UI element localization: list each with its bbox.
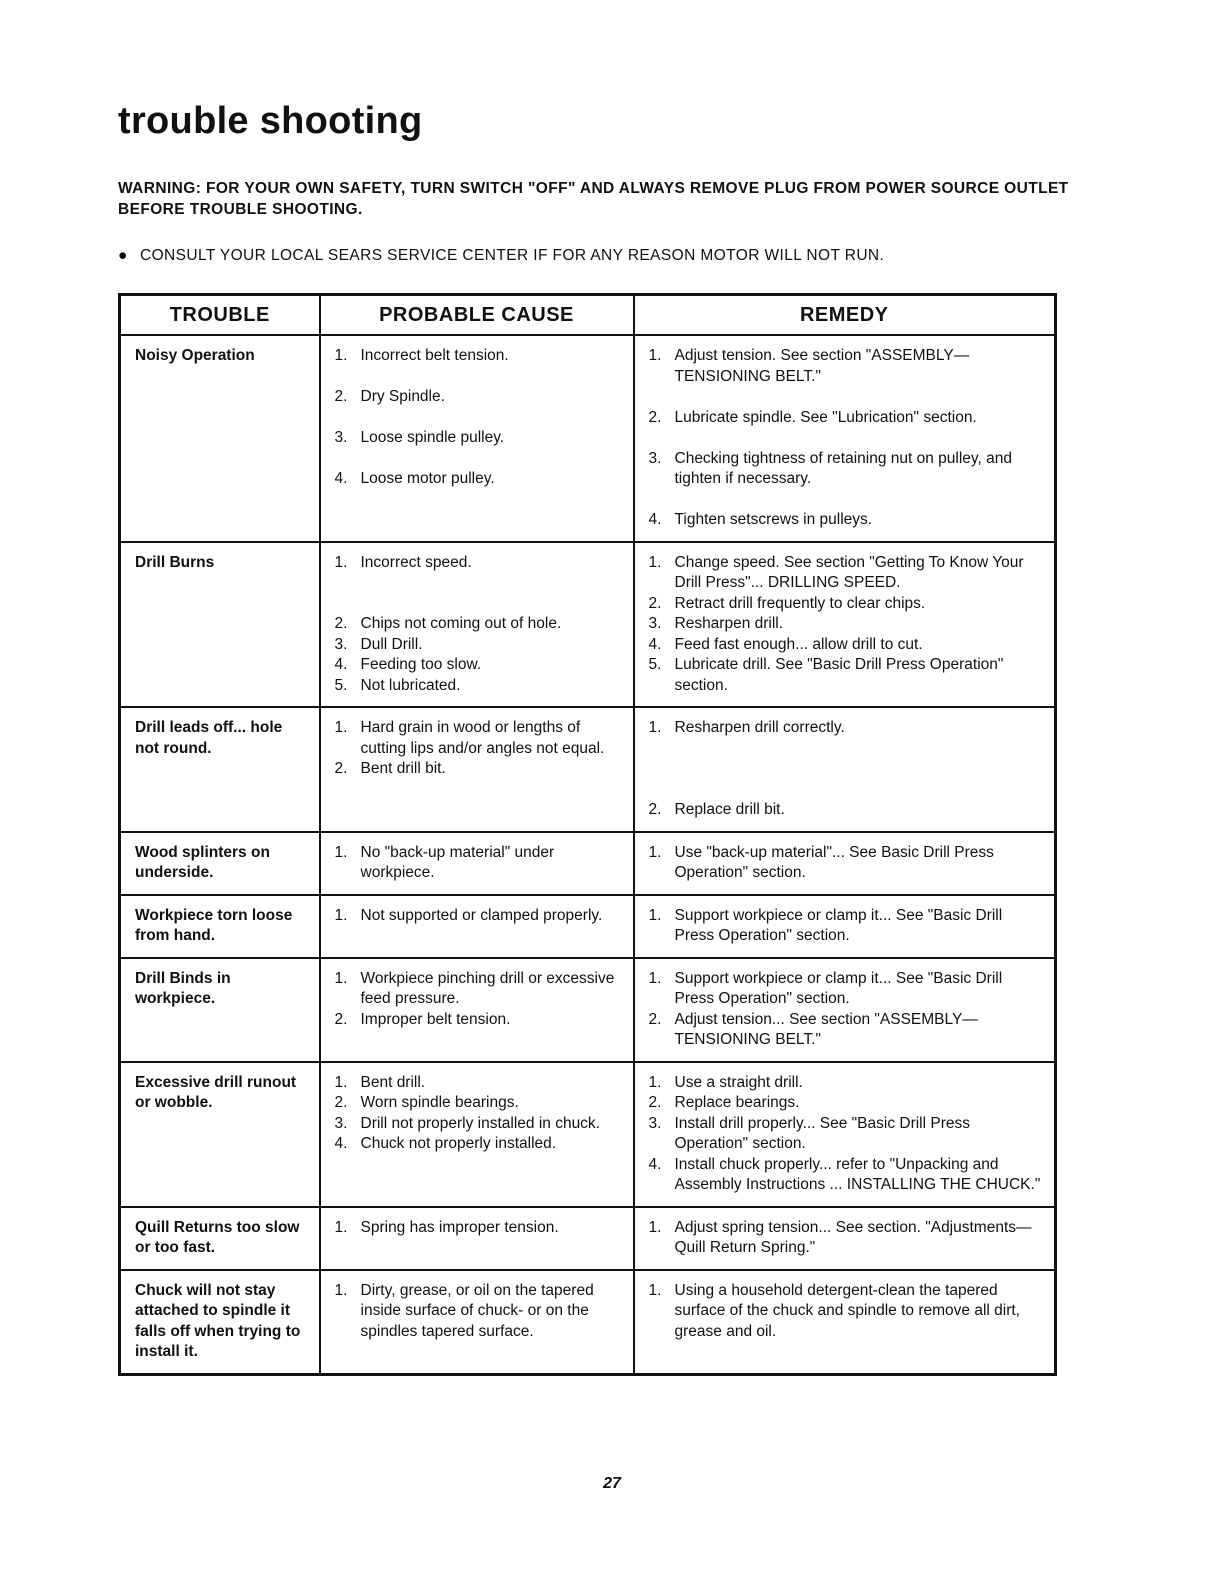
item-text: Improper belt tension. xyxy=(360,1010,511,1028)
trouble-cell: Excessive drill runout or wobble. xyxy=(120,1062,320,1207)
trouble-cell: Wood splinters on underside. xyxy=(120,832,320,895)
item-text: Not supported or clamped properly. xyxy=(360,906,603,924)
remedy-item xyxy=(649,1281,1045,1343)
item-number: 1. xyxy=(334,347,348,364)
item-number: 4. xyxy=(648,1155,662,1173)
spacer xyxy=(649,780,1045,801)
cause-cell xyxy=(320,1062,634,1207)
remedy-item xyxy=(649,510,1045,531)
item-number: 1. xyxy=(334,1218,348,1236)
remedy-item xyxy=(649,800,1045,821)
remedy-cell xyxy=(634,1062,1056,1207)
page-title: trouble shooting xyxy=(118,100,423,142)
item-text: Feeding too slow. xyxy=(360,656,482,673)
item-text: Loose spindle pulley. xyxy=(360,429,505,446)
bullet-icon: ● xyxy=(118,247,128,264)
cause-cell xyxy=(320,335,634,542)
item-text: Use "back-up material"... See Basic Drill Press Operation" section. xyxy=(674,843,994,881)
remedy-cell xyxy=(634,335,1056,542)
item-number: 1. xyxy=(648,1073,662,1091)
cause-item xyxy=(335,428,623,449)
item-text: Dirty, grease, or oil on the tapered inside surface of chuck- or on the spindles tapered surface. xyxy=(360,1281,594,1340)
item-text: Tighten setscrews in pulleys. xyxy=(674,511,873,528)
remedy-item xyxy=(649,1155,1045,1196)
spacer xyxy=(649,739,1045,760)
item-number: 2. xyxy=(648,594,662,612)
item-number: 3. xyxy=(648,615,662,632)
item-number: 1. xyxy=(334,719,348,736)
item-text: Change speed. See section "Getting To Know Your Drill Press"... DRILLING SPEED. xyxy=(674,553,1024,591)
table-row xyxy=(120,1062,1056,1207)
remedy-cell xyxy=(634,958,1056,1062)
trouble-cell: Chuck will not stay attached to spindle it falls off when trying to install it. xyxy=(120,1270,320,1375)
item-number: 4. xyxy=(648,635,662,653)
item-number: 5. xyxy=(648,656,662,673)
remedy-item xyxy=(649,346,1045,387)
trouble-cell: Drill Binds in workpiece. xyxy=(120,958,320,1062)
item-number: 1. xyxy=(648,347,662,364)
item-text: Use a straight drill. xyxy=(674,1073,803,1091)
item-number: 2. xyxy=(334,1010,348,1028)
item-text: Replace drill bit. xyxy=(674,801,785,818)
remedy-item xyxy=(649,614,1045,635)
item-text: Feed fast enough... allow drill to cut. xyxy=(674,635,923,653)
spacer xyxy=(335,594,623,615)
cause-item xyxy=(335,759,623,780)
table-body xyxy=(120,335,1056,1374)
remedy-item xyxy=(649,553,1045,594)
remedy-item xyxy=(649,449,1045,490)
item-number: 2. xyxy=(334,760,348,777)
item-text: Install drill properly... See "Basic Drill Press Operation" section. xyxy=(674,1114,970,1152)
remedy-item xyxy=(649,718,1045,739)
cause-item xyxy=(335,635,623,656)
item-text: Lubricate drill. See "Basic Drill Press Operation" section. xyxy=(674,656,1004,694)
remedy-cell xyxy=(634,832,1056,895)
item-number: 2. xyxy=(648,1010,662,1028)
remedy-item xyxy=(649,635,1045,656)
cause-item xyxy=(335,1134,623,1155)
cause-item xyxy=(335,387,623,408)
item-number: 1. xyxy=(648,843,662,861)
item-number: 4. xyxy=(334,470,348,487)
item-number: 1. xyxy=(334,843,348,861)
item-text: Retract drill frequently to clear chips. xyxy=(674,594,926,612)
item-text: Checking tightness of retaining nut on pulley, and tighten if necessary. xyxy=(674,449,1012,487)
item-text: No "back-up material" under workpiece. xyxy=(360,843,555,881)
remedy-item xyxy=(649,843,1045,884)
item-number: 1. xyxy=(648,719,662,736)
item-number: 1. xyxy=(648,1281,662,1299)
cause-item xyxy=(335,655,623,676)
page-number: 27 xyxy=(603,1475,621,1492)
item-number: 1. xyxy=(648,969,662,987)
item-text: Install chuck properly... refer to "Unpacking and Assembly Instructions ... INSTALLING THE CHUCK." xyxy=(674,1155,1041,1193)
troubleshooting-table xyxy=(118,293,1057,1376)
item-text: Loose motor pulley. xyxy=(360,470,495,487)
item-text: Chuck not properly installed. xyxy=(360,1135,557,1152)
item-text: Workpiece pinching drill or excessive feed pressure. xyxy=(360,969,615,1007)
remedy-item xyxy=(649,1114,1045,1155)
remedy-cell xyxy=(634,895,1056,958)
item-number: 4. xyxy=(334,1135,348,1152)
item-text: Bent drill. xyxy=(360,1073,426,1091)
item-number: 2. xyxy=(334,1094,348,1111)
cause-item xyxy=(335,1093,623,1114)
table-header-row xyxy=(120,295,1056,336)
item-number: 3. xyxy=(334,429,348,446)
item-text: Support workpiece or clamp it... See "Basic Drill Press Operation" section. xyxy=(674,906,1003,944)
item-number: 4. xyxy=(334,656,348,673)
remedy-item xyxy=(649,1218,1045,1259)
remedy-item xyxy=(649,655,1045,696)
trouble-cell: Quill Returns too slow or too fast. xyxy=(120,1207,320,1270)
item-number: 1. xyxy=(334,1073,348,1091)
spacer xyxy=(649,428,1045,449)
item-text: Dull Drill. xyxy=(360,635,423,653)
item-number: 3. xyxy=(334,635,348,653)
cause-item xyxy=(335,614,623,635)
cause-cell xyxy=(320,895,634,958)
item-text: Adjust tension... See section "ASSEMBLY—TENSIONING BELT." xyxy=(674,1010,978,1048)
item-text: Support workpiece or clamp it... See "Basic Drill Press Operation" section. xyxy=(674,969,1003,1007)
remedy-item xyxy=(649,408,1045,429)
item-text: Spring has improper tension. xyxy=(360,1218,559,1236)
item-number: 2. xyxy=(334,615,348,632)
trouble-cell: Workpiece torn loose from hand. xyxy=(120,895,320,958)
cause-cell xyxy=(320,1207,634,1270)
item-text: Not lubricated. xyxy=(360,676,461,694)
table-row xyxy=(120,1270,1056,1375)
cause-item xyxy=(335,676,623,697)
remedy-cell xyxy=(634,1207,1056,1270)
item-number: 1. xyxy=(334,1281,348,1299)
cause-item xyxy=(335,969,623,1010)
cause-item xyxy=(335,553,623,574)
item-text: Adjust spring tension... See section. "Adjustments—Quill Return Spring." xyxy=(674,1218,1032,1256)
item-text: Resharpen drill correctly. xyxy=(674,719,845,736)
consult-note xyxy=(118,245,884,266)
item-text: Worn spindle bearings. xyxy=(360,1094,519,1111)
remedy-cell xyxy=(634,707,1056,832)
item-text: Adjust tension. See section "ASSEMBLY—TENSIONING BELT." xyxy=(674,347,970,385)
item-number: 3. xyxy=(648,449,662,467)
cause-cell xyxy=(320,542,634,708)
cause-item xyxy=(335,346,623,367)
consult-text: CONSULT YOUR LOCAL SEARS SERVICE CENTER IF FOR ANY REASON MOTOR WILL NOT RUN. xyxy=(140,247,885,264)
header-trouble: TROUBLE xyxy=(120,295,320,336)
spacer xyxy=(335,408,623,429)
table-row xyxy=(120,542,1056,708)
item-number: 1. xyxy=(334,553,348,571)
table-row xyxy=(120,895,1056,958)
header-remedy: REMEDY xyxy=(634,295,1056,336)
item-number: 4. xyxy=(648,511,662,528)
table-row xyxy=(120,335,1056,542)
cause-item xyxy=(335,1281,623,1343)
cause-item xyxy=(335,843,623,884)
cause-item xyxy=(335,1010,623,1031)
spacer xyxy=(649,490,1045,511)
cause-item xyxy=(335,1218,623,1239)
remedy-item xyxy=(649,1010,1045,1051)
cause-cell xyxy=(320,832,634,895)
item-number: 1. xyxy=(334,969,348,987)
remedy-item xyxy=(649,594,1045,615)
item-text: Dry Spindle. xyxy=(360,388,445,405)
item-number: 3. xyxy=(648,1114,662,1132)
item-number: 2. xyxy=(648,408,662,426)
cause-item xyxy=(335,469,623,490)
remedy-cell xyxy=(634,542,1056,708)
item-text: Chips not coming out of hole. xyxy=(360,615,562,632)
remedy-cell xyxy=(634,1270,1056,1375)
item-text: Incorrect speed. xyxy=(360,553,472,571)
item-text: Hard grain in wood or lengths of cutting lips and/or angles not equal. xyxy=(360,719,605,757)
item-number: 1. xyxy=(648,1218,662,1236)
item-number: 1. xyxy=(334,906,348,924)
item-text: Lubricate spindle. See "Lubrication" section. xyxy=(674,408,977,426)
item-number: 2. xyxy=(334,388,348,405)
table-row xyxy=(120,1207,1056,1270)
item-number: 3. xyxy=(334,1114,348,1132)
item-text: Bent drill bit. xyxy=(360,760,446,777)
remedy-item xyxy=(649,1093,1045,1114)
trouble-cell: Drill Burns xyxy=(120,542,320,708)
item-number: 5. xyxy=(334,676,348,694)
cause-cell xyxy=(320,707,634,832)
trouble-cell: Noisy Operation xyxy=(120,335,320,542)
table-row xyxy=(120,832,1056,895)
safety-warning: WARNING: FOR YOUR OWN SAFETY, TURN SWITCH "OFF" AND ALWAYS REMOVE PLUG FROM POWER SOURCE OUTLET BEFORE TROUBLE SHOOTING. xyxy=(118,180,1069,218)
trouble-cell: Drill leads off... hole not round. xyxy=(120,707,320,832)
remedy-item xyxy=(649,906,1045,947)
item-text: Resharpen drill. xyxy=(674,615,784,632)
item-text: Drill not properly installed in chuck. xyxy=(360,1114,600,1132)
cause-item xyxy=(335,906,623,927)
spacer xyxy=(335,449,623,470)
table-row xyxy=(120,958,1056,1062)
spacer xyxy=(335,367,623,388)
item-number: 2. xyxy=(648,1094,662,1111)
remedy-item xyxy=(649,969,1045,1010)
cause-item xyxy=(335,1114,623,1135)
item-number: 2. xyxy=(648,801,662,818)
item-text: Incorrect belt tension. xyxy=(360,347,509,364)
remedy-item xyxy=(649,1073,1045,1094)
item-number: 1. xyxy=(648,553,662,571)
cause-cell xyxy=(320,1270,634,1375)
spacer xyxy=(649,759,1045,780)
table-row xyxy=(120,707,1056,832)
cause-item xyxy=(335,1073,623,1094)
spacer xyxy=(335,573,623,594)
item-text: Using a household detergent-clean the tapered surface of the chuck and spindle to remove all dirt, grease and oil. xyxy=(674,1281,1020,1340)
header-probable-cause: PROBABLE CAUSE xyxy=(320,295,634,336)
cause-item xyxy=(335,718,623,759)
cause-cell xyxy=(320,958,634,1062)
item-number: 1. xyxy=(648,906,662,924)
spacer xyxy=(649,387,1045,408)
item-text: Replace bearings. xyxy=(674,1094,800,1111)
